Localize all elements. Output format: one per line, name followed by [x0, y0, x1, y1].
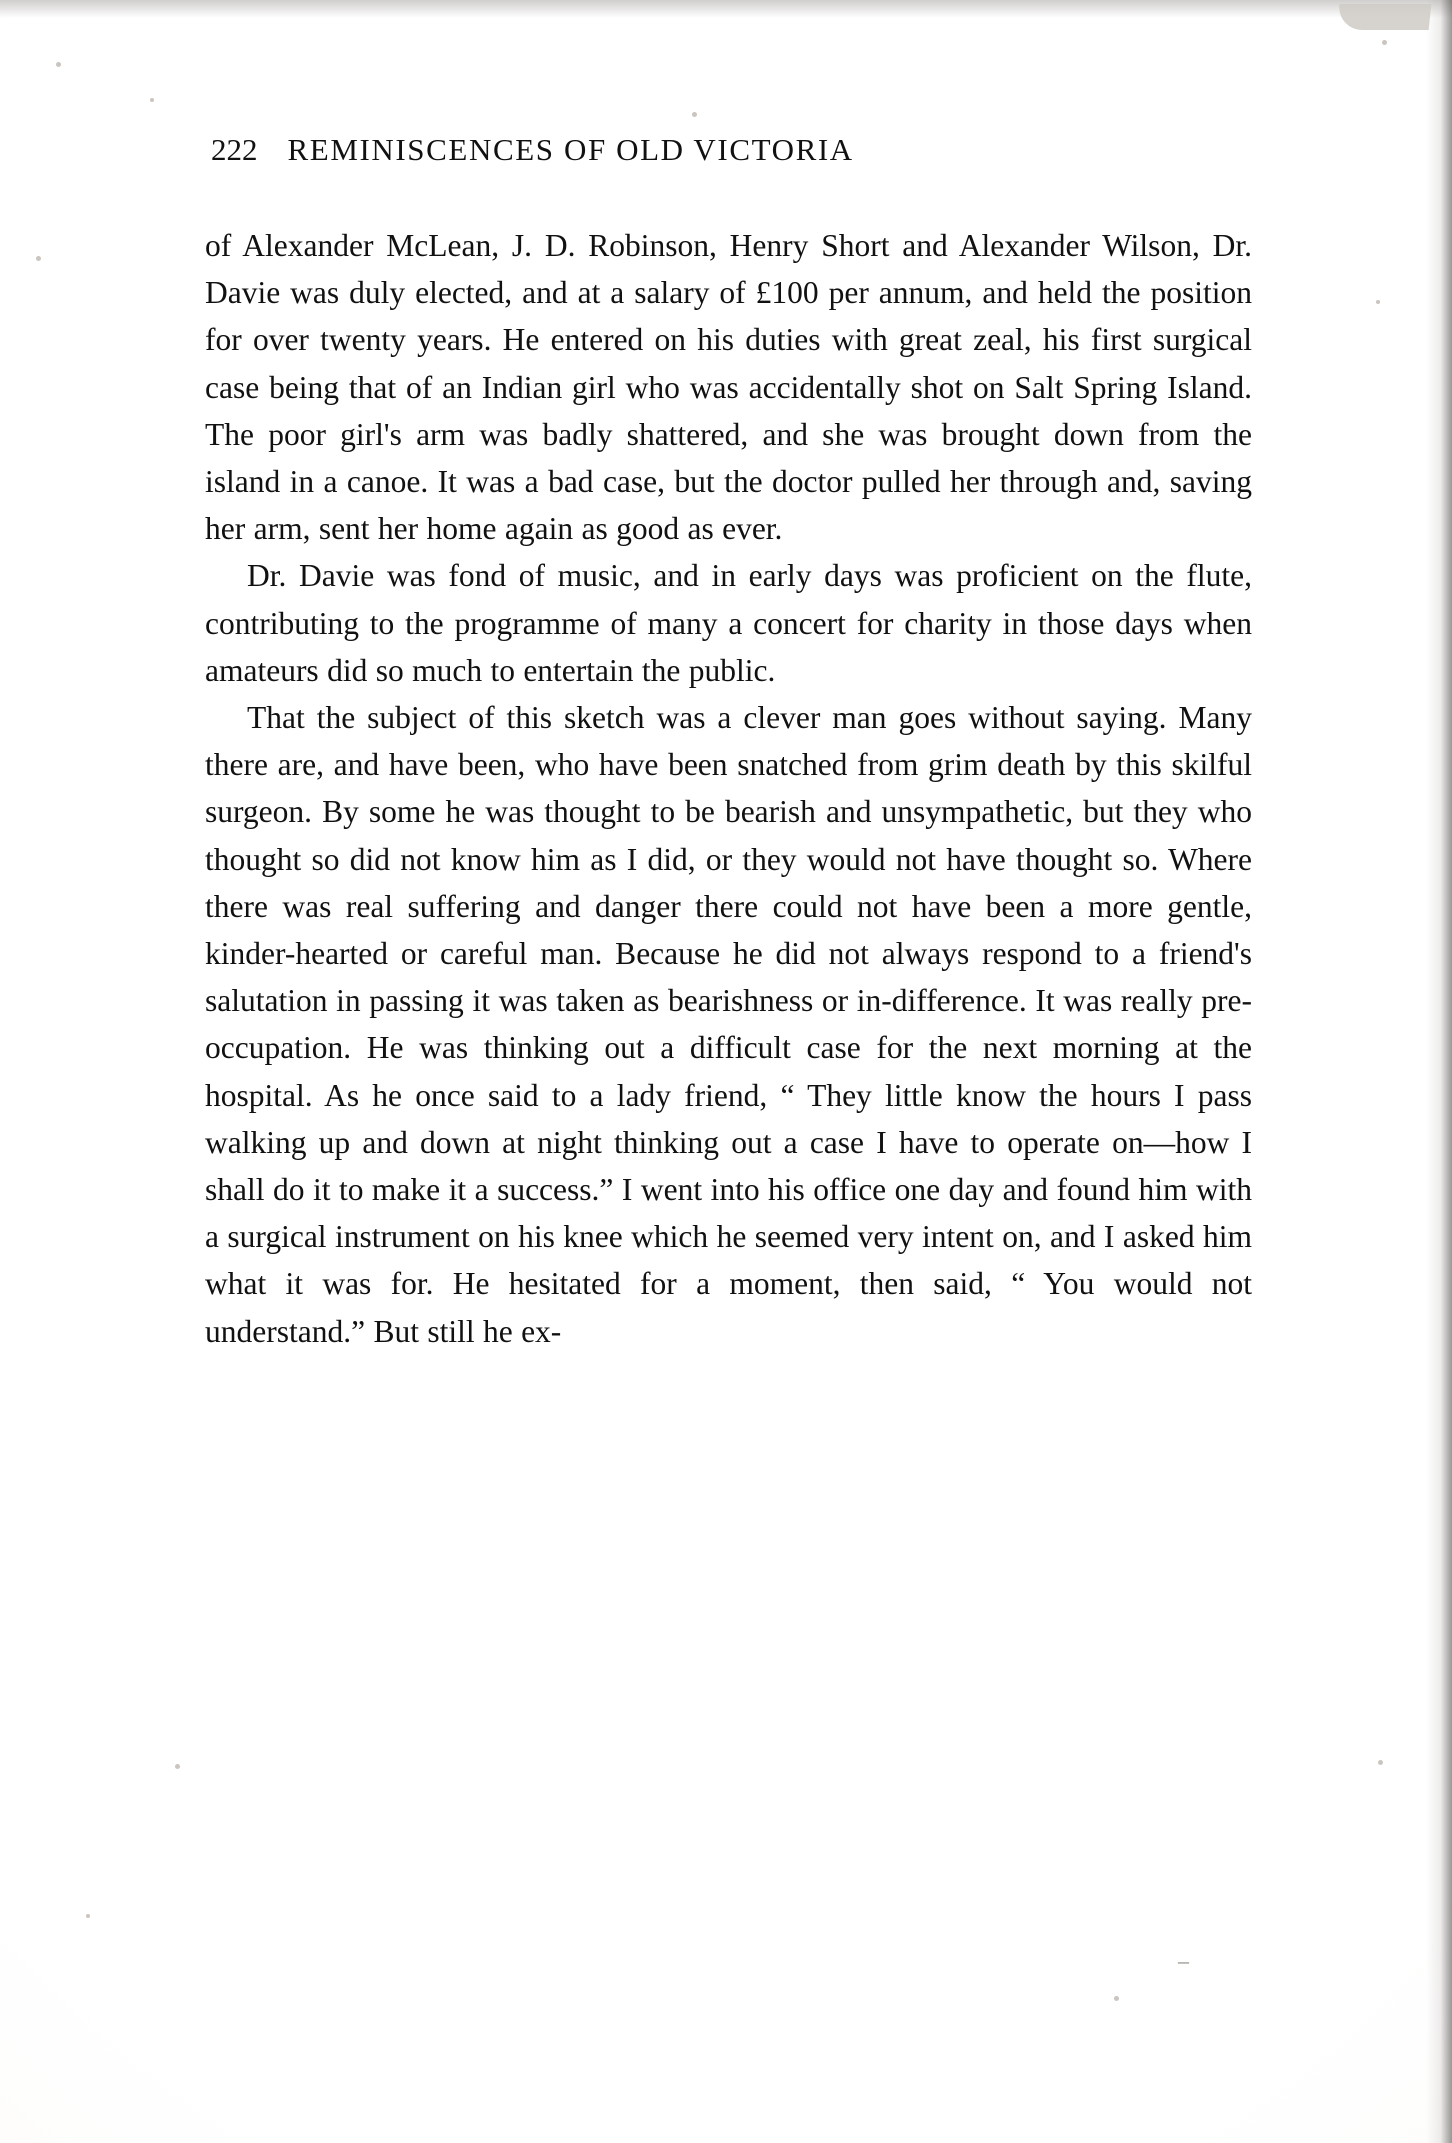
scan-speck [175, 1764, 180, 1769]
page-number: 222 [211, 132, 258, 167]
scan-corner-artifact [1337, 4, 1432, 30]
page-text-block [205, 132, 1252, 1355]
scan-speck [36, 256, 41, 261]
scan-speck [1376, 300, 1380, 304]
scan-speck [56, 62, 61, 67]
paragraph: Dr. Davie was fond of music, and in early days was proficient on the flute, contributing to the programme of many a concert for charity in those days when amateurs did so much to entertain the public. [205, 558, 1252, 688]
scan-speck [86, 1914, 90, 1918]
scan-speck [1378, 1760, 1383, 1765]
scan-speck [1114, 1996, 1119, 2001]
scan-speck [150, 98, 154, 102]
scan-edge-top [0, 0, 1452, 18]
scan-edge-right [1426, 0, 1452, 2143]
scan-speck [692, 112, 697, 117]
scan-speck [1382, 40, 1387, 45]
running-title: REMINISCENCES OF OLD VICTORIA [287, 132, 854, 167]
paragraph: of Alexander McLean, J. D. Robinson, Henry Short and Alexander Wilson, Dr. Davie was duly elected, and at a salary of £100 per annum, and held the position for over twenty years. He entered on his duties with great zeal, his first surgical case being that of an Indian girl who was accidentally shot on Salt Spring Island. The poor girl's arm was badly shattered, and she was brought down from the island in a canoe. It was a bad case, but the doctor pulled her through and, saving her arm, sent her home again as good as ever. [205, 228, 1252, 547]
page-header [205, 132, 1252, 168]
paragraph: That the subject of this sketch was a clever man goes without saying. Many there are, and have been, who have been snatched from grim death by this skilful surgeon. By some he was thought to be bearish and unsympathetic, but they who thought so did not know him as I did, or they would not have thought so. Where there was real suffering and danger there could not have been a more gentle, kinder-hearted or careful man. Because he did not always respond to a friend's salutation in passing it was taken as bearishness or in-difference. It was really pre-occupation. He was thinking out a difficult case for the next morning at the hospital. As he once said to a lady friend, “ They little know the hours I pass walking up and down at night thinking out a case I have to operate on—how I shall do it to make it a success.” I went into his office one day and found him with a surgical instrument on his knee which he seemed very intent on, and I asked him what it was for. He hesitated for a moment, then said, “ You would not understand.” But still he ex- [205, 700, 1252, 1349]
margin-dash-mark: – [1178, 1948, 1189, 1973]
